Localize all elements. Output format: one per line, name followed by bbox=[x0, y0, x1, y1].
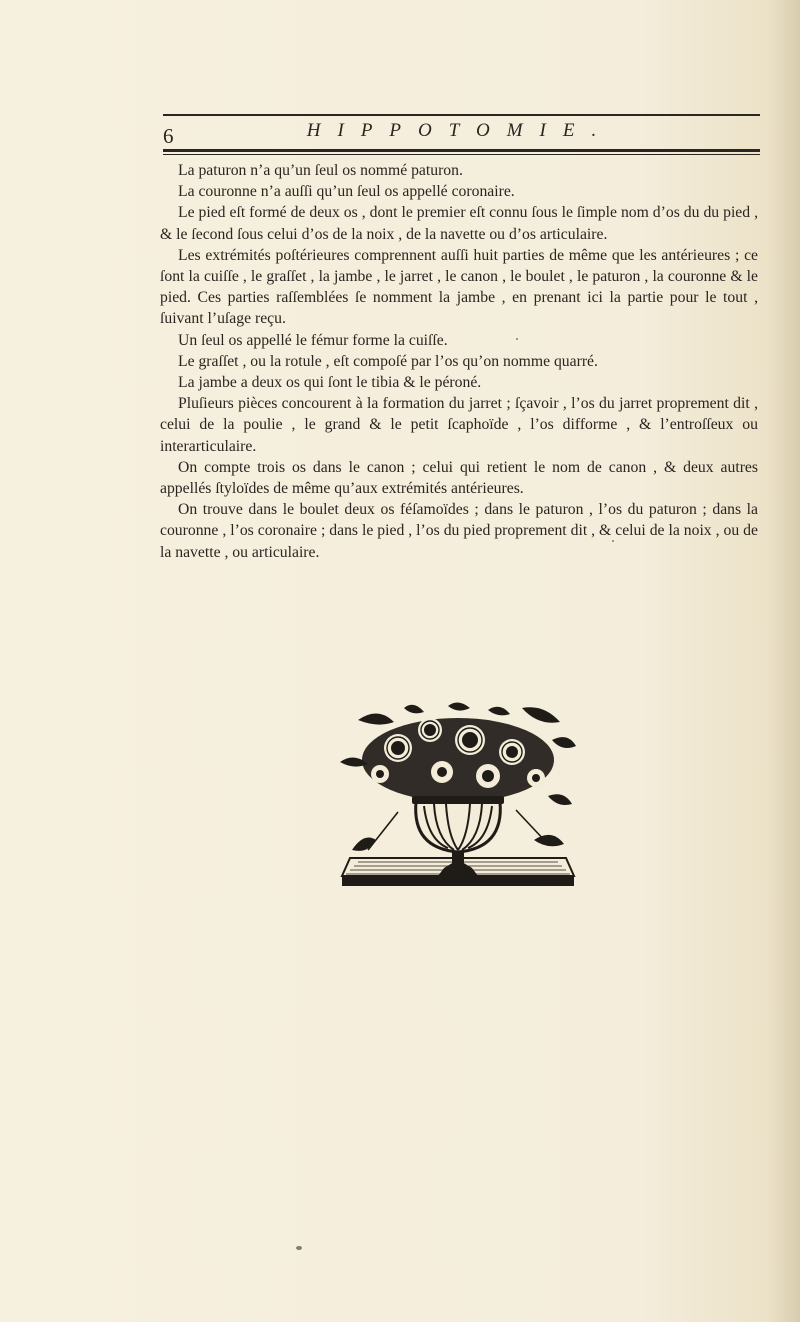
header-rule-bottom bbox=[163, 149, 760, 152]
paper-speck bbox=[516, 338, 518, 340]
paragraph: On compte trois os dans le canon ; celui qui retient le nom de canon , & deux autres appellés ſtyloïdes de même qu’aux extrémités antérieures. bbox=[160, 458, 758, 498]
paragraph: Les extrémités poſtérieures comprennent auſſi huit parties de même que les antérieures ; ce ſont la cuiſſe , le graſſet , la jambe , le jarret , le canon , le boulet , le paturon , la couronne & le pied. Ces parties raſſemblées ſe nomment la jambe , en prenant ici la partie pour le tout , ſuivant l’uſage reçu. bbox=[160, 246, 758, 328]
flower-vase-vignette-icon bbox=[338, 700, 578, 890]
page-number: 6 bbox=[163, 124, 174, 148]
header-rule-top bbox=[163, 114, 760, 116]
header-rule-bottom-thin bbox=[163, 154, 760, 155]
paper-speck bbox=[296, 1246, 302, 1250]
paragraph: Le pied eſt formé de deux os , dont le premier eſt connu ſous le ſimple nom d’os du du pied , & le ſecond ſous celui d’os de la noix , de la navette ou d’os articulaire. bbox=[160, 204, 758, 243]
paragraph: La couronne n’a auſſi qu’un ſeul os appellé coronaire. bbox=[178, 183, 515, 201]
body-text bbox=[160, 160, 758, 563]
paragraph: La paturon n’a qu’un ſeul os nommé paturon. bbox=[178, 162, 463, 179]
paragraph: Un ſeul os appellé le fémur forme la cuiſſe. bbox=[178, 331, 448, 349]
paragraph: La jambe a deux os qui ſont le tibia & le péroné. bbox=[178, 374, 482, 392]
paper-speck bbox=[612, 540, 614, 542]
running-title: HIPPOTOMIE. bbox=[306, 120, 614, 141]
paragraph: Le graſſet , ou la rotule , eſt compoſé par l’os qu’on nomme quarré. bbox=[178, 352, 598, 370]
paragraph: Pluſieurs pièces concourent à la formation du jarret ; ſçavoir , l’os du jarret proprement dit , celui de la poulie , le grand & le petit ſcaphoïde , l’os difforme , & l’entroſſeux ou interarticulaire. bbox=[160, 395, 758, 455]
paragraph: On trouve dans le boulet deux os féſamoïdes ; dans le paturon , l’os du paturon ; dans la couronne , l’os coronaire ; dans le pied , l’os du pied proprement dit , & celui de la noix , ou de la navette , ou articulaire. bbox=[160, 501, 758, 561]
